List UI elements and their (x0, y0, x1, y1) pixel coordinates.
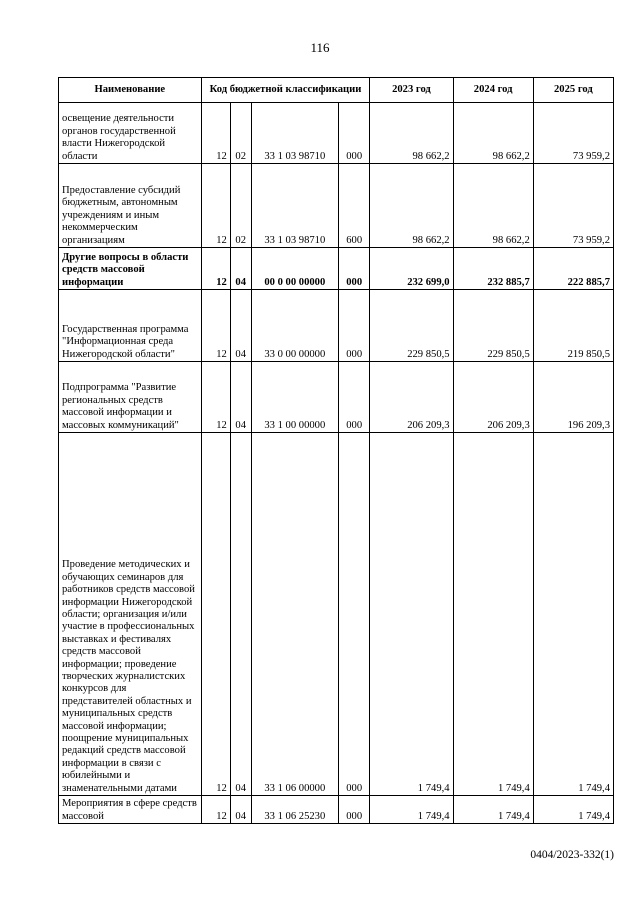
row-value-2023: 1 749,4 (370, 796, 453, 824)
row-subsection: 04 (230, 433, 251, 796)
row-value-2023: 98 662,2 (370, 103, 453, 164)
row-value-2025: 222 885,7 (533, 248, 613, 290)
row-value-2025: 73 959,2 (533, 164, 613, 248)
row-expense-type: 000 (339, 796, 370, 824)
row-expense-type: 000 (339, 248, 370, 290)
row-value-2025: 196 209,3 (533, 362, 613, 433)
row-section: 12 (201, 164, 230, 248)
budget-table (58, 77, 614, 824)
row-value-2023: 206 209,3 (370, 362, 453, 433)
row-target-article: 33 1 00 00000 (251, 362, 338, 433)
row-target-article: 00 0 00 00000 (251, 248, 338, 290)
table-row (59, 433, 614, 796)
page-number: 116 (310, 40, 330, 55)
row-subsection: 04 (230, 290, 251, 362)
row-value-2023: 232 699,0 (370, 248, 453, 290)
row-name: Проведение методических и обучающих семинаров для работников средств массовой информации Нижегородской области; организация и/или участие в профессиональных выставках и фестивалях средств массовой информации; проведение творческих журналистских конкурсов для представителей областных и муниципальных средств массовой информации; поощрение муниципальных редакций средств массовой информации в связи с юбилейными и знаменательными датами (59, 433, 202, 796)
row-value-2023: 229 850,5 (370, 290, 453, 362)
table-row (59, 164, 614, 248)
row-section: 12 (201, 248, 230, 290)
row-value-2024: 98 662,2 (453, 164, 533, 248)
row-section: 12 (201, 362, 230, 433)
row-value-2024: 229 850,5 (453, 290, 533, 362)
row-value-2023: 98 662,2 (370, 164, 453, 248)
row-name: Государственная программа "Информационная среда Нижегородской области" (59, 290, 202, 362)
document-number: 0404/2023-332(1) (530, 849, 614, 861)
row-value-2024: 98 662,2 (453, 103, 533, 164)
row-name: Предоставление субсидий бюджетным, автономным учреждениям и иным некоммерческим организациям (59, 164, 202, 248)
row-section: 12 (201, 290, 230, 362)
table-row (59, 796, 614, 824)
row-expense-type: 600 (339, 164, 370, 248)
row-value-2025: 73 959,2 (533, 103, 613, 164)
row-target-article: 33 0 00 00000 (251, 290, 338, 362)
table-header (59, 78, 614, 103)
row-value-2024: 232 885,7 (453, 248, 533, 290)
row-target-article: 33 1 06 00000 (251, 433, 338, 796)
header-2025: 2025 год (533, 78, 613, 103)
table-row (59, 290, 614, 362)
header-budget-code: Код бюджетной классификации (201, 78, 370, 103)
row-value-2024: 1 749,4 (453, 433, 533, 796)
header-2024: 2024 год (453, 78, 533, 103)
row-subsection: 04 (230, 362, 251, 433)
row-subsection: 02 (230, 164, 251, 248)
table-row (59, 248, 614, 290)
row-target-article: 33 1 03 98710 (251, 164, 338, 248)
row-subsection: 02 (230, 103, 251, 164)
row-expense-type: 000 (339, 362, 370, 433)
row-name: Подпрограмма "Развитие региональных средств массовой информации и массовых коммуникаций" (59, 362, 202, 433)
row-value-2025: 1 749,4 (533, 796, 613, 824)
row-expense-type: 000 (339, 433, 370, 796)
row-name: освещение деятельности органов государственной власти Нижегородской области (59, 103, 202, 164)
row-name: Другие вопросы в области средств массовой информации (59, 248, 202, 290)
row-expense-type: 000 (339, 290, 370, 362)
row-value-2025: 219 850,5 (533, 290, 613, 362)
row-expense-type: 000 (339, 103, 370, 164)
row-value-2024: 206 209,3 (453, 362, 533, 433)
row-name: Мероприятия в сфере средств массовой (59, 796, 202, 824)
row-value-2025: 1 749,4 (533, 433, 613, 796)
table-row (59, 103, 614, 164)
header-name: Наименование (59, 78, 202, 103)
row-section: 12 (201, 433, 230, 796)
row-value-2024: 1 749,4 (453, 796, 533, 824)
row-target-article: 33 1 03 98710 (251, 103, 338, 164)
row-section: 12 (201, 796, 230, 824)
row-subsection: 04 (230, 796, 251, 824)
row-section: 12 (201, 103, 230, 164)
row-subsection: 04 (230, 248, 251, 290)
row-value-2023: 1 749,4 (370, 433, 453, 796)
row-target-article: 33 1 06 25230 (251, 796, 338, 824)
table-row (59, 362, 614, 433)
header-2023: 2023 год (370, 78, 453, 103)
